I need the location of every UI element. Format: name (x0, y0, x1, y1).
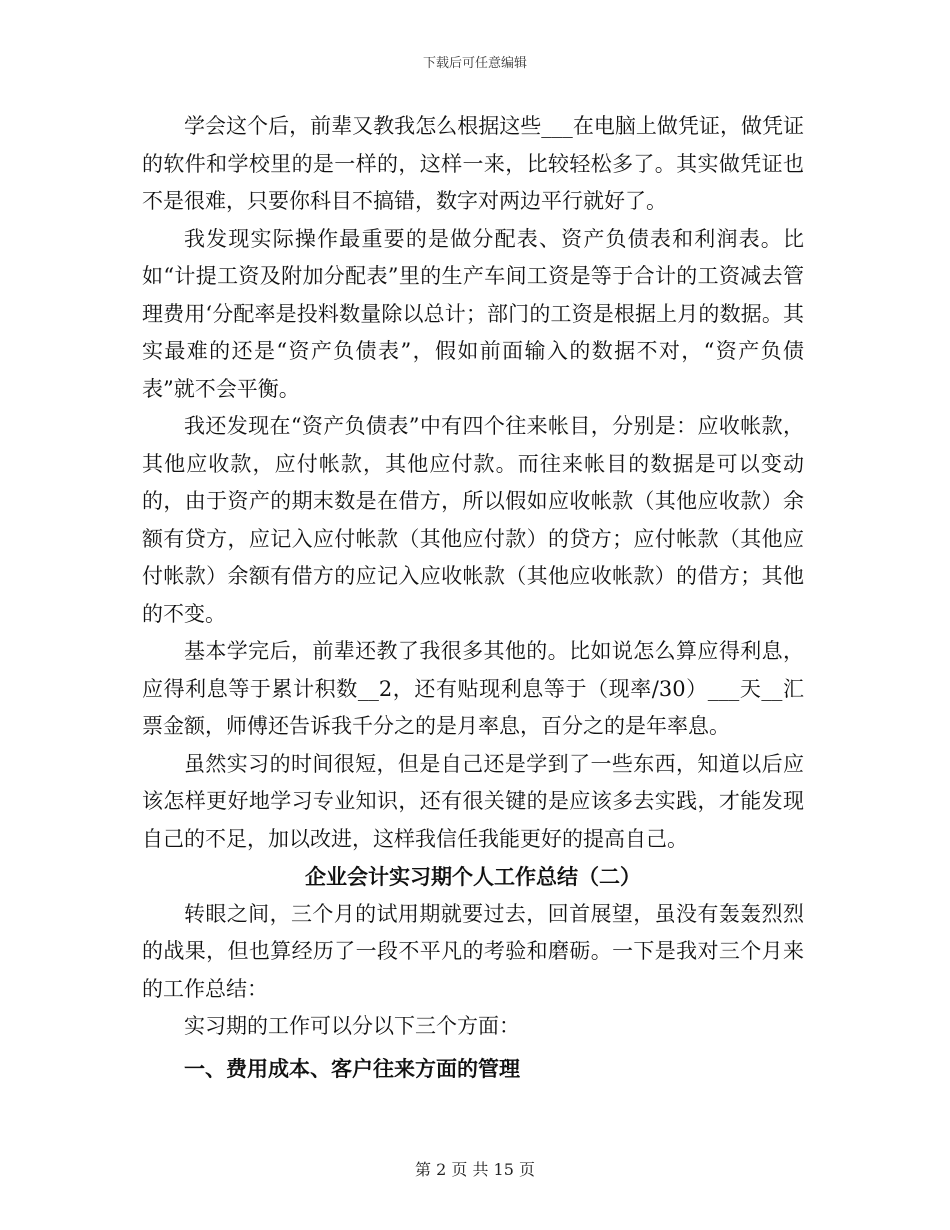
page-footer: 第 2 页 共 15 页 (415, 1160, 535, 1179)
paragraph: 我还发现在“资产负债表”中有四个往来帐目，分别是：应收帐款，其他应收款，应付帐款，其他应付款。而往来帐目的数据是可以变动的，由于资产的期末数是在借方，所以假如应收帐款（其他应收款）余额有贷方，应记入应付帐款（其他应付款）的贷方；应付帐款（其他应付帐款）余额有借方的应记入应收帐款（其他应收帐款）的借方；其他的不变。 (142, 414, 804, 626)
paragraph: 转眼之间，三个月的试用期就要过去，回首展望，虽没有轰轰烈烈的战果，但也算经历了一段不平凡的考验和磨砺。一下是我对三个月来的工作总结： (142, 901, 804, 1001)
page-header: 下载后可任意编辑 (422, 56, 527, 71)
section-title: 企业会计实习期个人工作总结（二） (305, 864, 641, 889)
paragraph: 虽然实习的时间很短，但是自己还是学到了一些东西，知道以后应该怎样更好地学习专业知识，还有很关键的是应该多去实践，才能发现自己的不足，加以改进，这样我信任我能更好的提高自己。 (142, 751, 804, 851)
paragraph: 学会这个后，前辈又教我怎么根据这些___在电脑上做凭证，做凭证的软件和学校里的是一样的，这样一来，比较轻松多了。其实做凭证也不是很难，只要你科目不搞错，数字对两边平行就好了。 (142, 114, 804, 213)
subheading: 一、费用成本、客户往来方面的管理 (184, 1055, 520, 1081)
paragraph: 实习期的工作可以分以下三个方面： (184, 1014, 520, 1038)
paragraph: 基本学完后，前辈还教了我很多其他的。比如说怎么算应得利息，应得利息等于累计积数__2，还有贴现利息等于（现率/30）___天__汇票金额，师傅还告诉我千分之的是月率息，百分之的是年率息。 (142, 639, 804, 738)
document-body (142, 108, 804, 1087)
paragraph: 我发现实际操作最重要的是做分配表、资产负债表和利润表。比如“计提工资及附加分配表”里的生产车间工资是等于合计的工资减去管理费用‘分配率是投料数量除以总计；部门的工资是根据上月的数据。其实最难的还是“资产负债表”，假如前面输入的数据不对，“资产负债表”就不会平衡。 (142, 226, 804, 401)
